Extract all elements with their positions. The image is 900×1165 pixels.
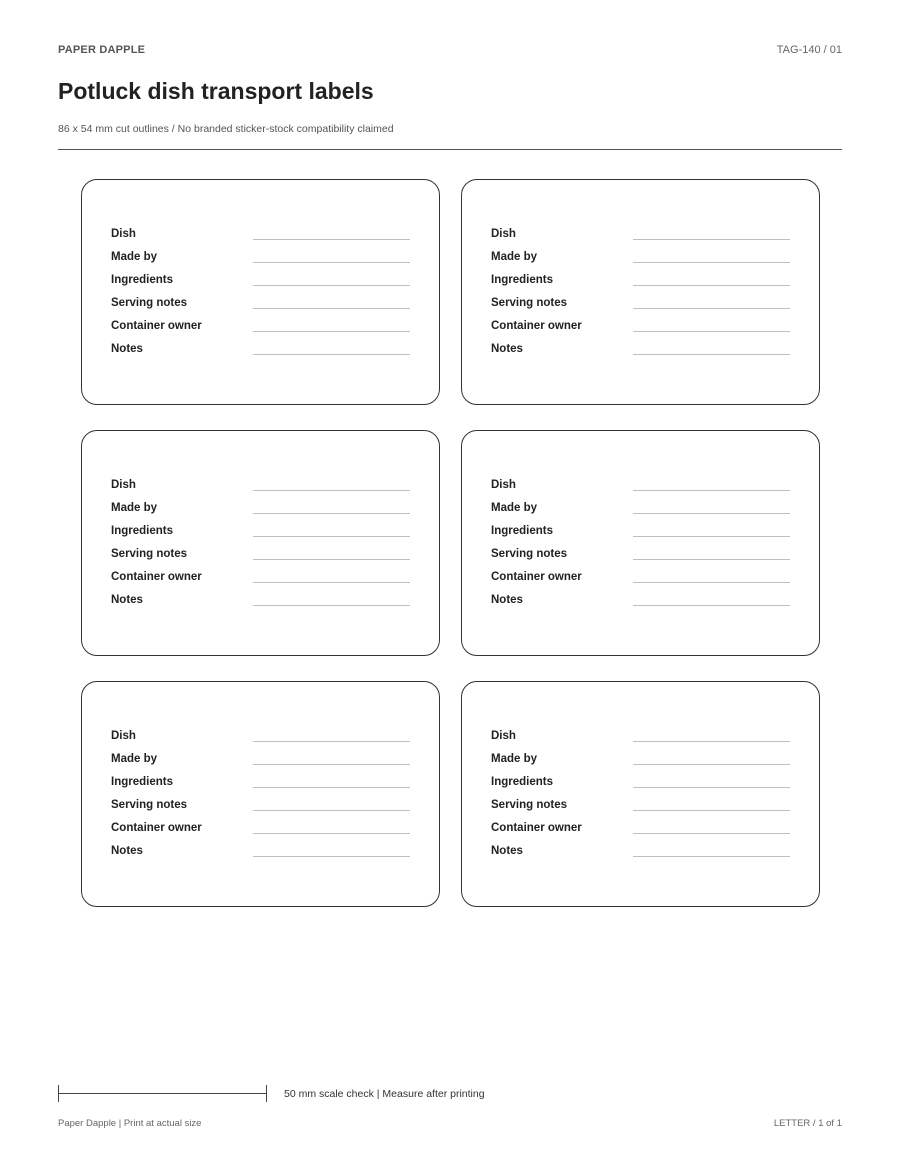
field-label: Notes: [111, 845, 143, 857]
field-label: Container owner: [111, 571, 202, 583]
field-label: Dish: [491, 479, 516, 491]
page-subtitle: 86 x 54 mm cut outlines / No branded sticker-stock compatibility claimed: [58, 123, 394, 135]
label-field-row: [491, 538, 790, 561]
write-in-line: [253, 490, 410, 491]
write-in-line: [633, 764, 790, 765]
field-label: Made by: [491, 251, 538, 263]
label-field-row: [491, 492, 790, 515]
label-field-row: [111, 561, 410, 584]
write-in-line: [253, 764, 410, 765]
write-in-line: [633, 787, 790, 788]
write-in-line: [253, 559, 410, 560]
write-in-line: [253, 331, 410, 332]
scale-check-bar: [58, 1085, 267, 1102]
write-in-line: [633, 308, 790, 309]
label-field-row: [111, 241, 410, 264]
field-label: Made by: [111, 753, 158, 765]
field-label: Dish: [491, 228, 516, 240]
label-field-row: [111, 515, 410, 538]
write-in-line: [253, 741, 410, 742]
write-in-line: [253, 856, 410, 857]
label-field-row: [111, 287, 410, 310]
label-field-row: [491, 333, 790, 356]
label-field-row: [111, 835, 410, 858]
label-field-row: [491, 789, 790, 812]
write-in-line: [633, 582, 790, 583]
label-field-row: [111, 789, 410, 812]
label-field-row: [491, 584, 790, 607]
header-rule: [58, 149, 842, 150]
label-sheet: [81, 179, 820, 907]
write-in-line: [633, 262, 790, 263]
label-field-row: [491, 241, 790, 264]
label-field-row: [491, 835, 790, 858]
label-field-row: [491, 561, 790, 584]
label-field-row: [111, 333, 410, 356]
field-label: Container owner: [491, 320, 582, 332]
write-in-line: [633, 536, 790, 537]
field-label: Ingredients: [491, 525, 553, 537]
write-in-line: [253, 605, 410, 606]
label-field-row: [111, 218, 410, 241]
write-in-line: [633, 285, 790, 286]
label-field-row: [111, 766, 410, 789]
write-in-line: [253, 285, 410, 286]
write-in-line: [633, 856, 790, 857]
write-in-line: [253, 536, 410, 537]
label-field-row: [111, 310, 410, 333]
label-field-row: [491, 218, 790, 241]
scale-check-text: 50 mm scale check | Measure after printing: [284, 1088, 485, 1100]
label-field-row: [491, 812, 790, 835]
write-in-line: [633, 331, 790, 332]
field-label: Dish: [111, 730, 136, 742]
field-label: Notes: [491, 845, 523, 857]
field-label: Notes: [491, 343, 523, 355]
write-in-line: [633, 513, 790, 514]
field-label: Made by: [491, 753, 538, 765]
field-label: Notes: [491, 594, 523, 606]
label-field-row: [111, 492, 410, 515]
field-label: Serving notes: [111, 548, 188, 560]
label-field-row: [491, 264, 790, 287]
write-in-line: [253, 308, 410, 309]
write-in-line: [253, 582, 410, 583]
label-card: [81, 681, 440, 907]
label-field-row: [111, 469, 410, 492]
field-label: Notes: [111, 594, 143, 606]
label-field-row: [491, 515, 790, 538]
write-in-line: [253, 354, 410, 355]
label-field-row: [111, 812, 410, 835]
field-label: Serving notes: [491, 548, 568, 560]
label-field-row: [111, 584, 410, 607]
field-label: Ingredients: [111, 776, 173, 788]
field-label: Container owner: [111, 320, 202, 332]
scale-bar-line: [58, 1093, 267, 1094]
field-label: Made by: [111, 502, 158, 514]
write-in-line: [253, 513, 410, 514]
label-field-row: [111, 720, 410, 743]
write-in-line: [633, 559, 790, 560]
scale-bar-tick-end: [266, 1085, 267, 1102]
label-card: [461, 681, 820, 907]
label-field-row: [491, 743, 790, 766]
label-field-row: [491, 720, 790, 743]
field-label: Serving notes: [111, 297, 188, 309]
label-field-row: [491, 766, 790, 789]
write-in-line: [253, 262, 410, 263]
label-card: [461, 430, 820, 656]
write-in-line: [633, 741, 790, 742]
write-in-line: [633, 810, 790, 811]
field-label: Dish: [491, 730, 516, 742]
write-in-line: [253, 787, 410, 788]
document-code: TAG-140 / 01: [776, 44, 842, 56]
field-label: Serving notes: [491, 297, 568, 309]
field-label: Container owner: [491, 822, 582, 834]
field-label: Made by: [491, 502, 538, 514]
field-label: Serving notes: [491, 799, 568, 811]
field-label: Ingredients: [111, 525, 173, 537]
field-label: Dish: [111, 479, 136, 491]
field-label: Container owner: [111, 822, 202, 834]
label-card: [461, 179, 820, 405]
field-label: Serving notes: [111, 799, 188, 811]
label-card: [81, 430, 440, 656]
field-label: Ingredients: [111, 274, 173, 286]
footer-left-text: Paper Dapple | Print at actual size: [58, 1118, 202, 1129]
write-in-line: [253, 239, 410, 240]
label-field-row: [111, 538, 410, 561]
label-field-row: [491, 287, 790, 310]
label-field-row: [111, 264, 410, 287]
scale-bar-tick-start: [58, 1085, 59, 1102]
field-label: Dish: [111, 228, 136, 240]
write-in-line: [253, 833, 410, 834]
label-field-row: [111, 743, 410, 766]
write-in-line: [633, 605, 790, 606]
field-label: Ingredients: [491, 274, 553, 286]
field-label: Ingredients: [491, 776, 553, 788]
write-in-line: [633, 833, 790, 834]
page-title: Potluck dish transport labels: [58, 78, 374, 104]
label-field-row: [491, 310, 790, 333]
write-in-line: [633, 490, 790, 491]
field-label: Made by: [111, 251, 158, 263]
label-card: [81, 179, 440, 405]
write-in-line: [633, 239, 790, 240]
brand-name: PAPER DAPPLE: [58, 44, 146, 56]
label-field-row: [491, 469, 790, 492]
write-in-line: [253, 810, 410, 811]
field-label: Container owner: [491, 571, 582, 583]
write-in-line: [633, 354, 790, 355]
footer-page-info: LETTER / 1 of 1: [773, 1118, 842, 1129]
field-label: Notes: [111, 343, 143, 355]
